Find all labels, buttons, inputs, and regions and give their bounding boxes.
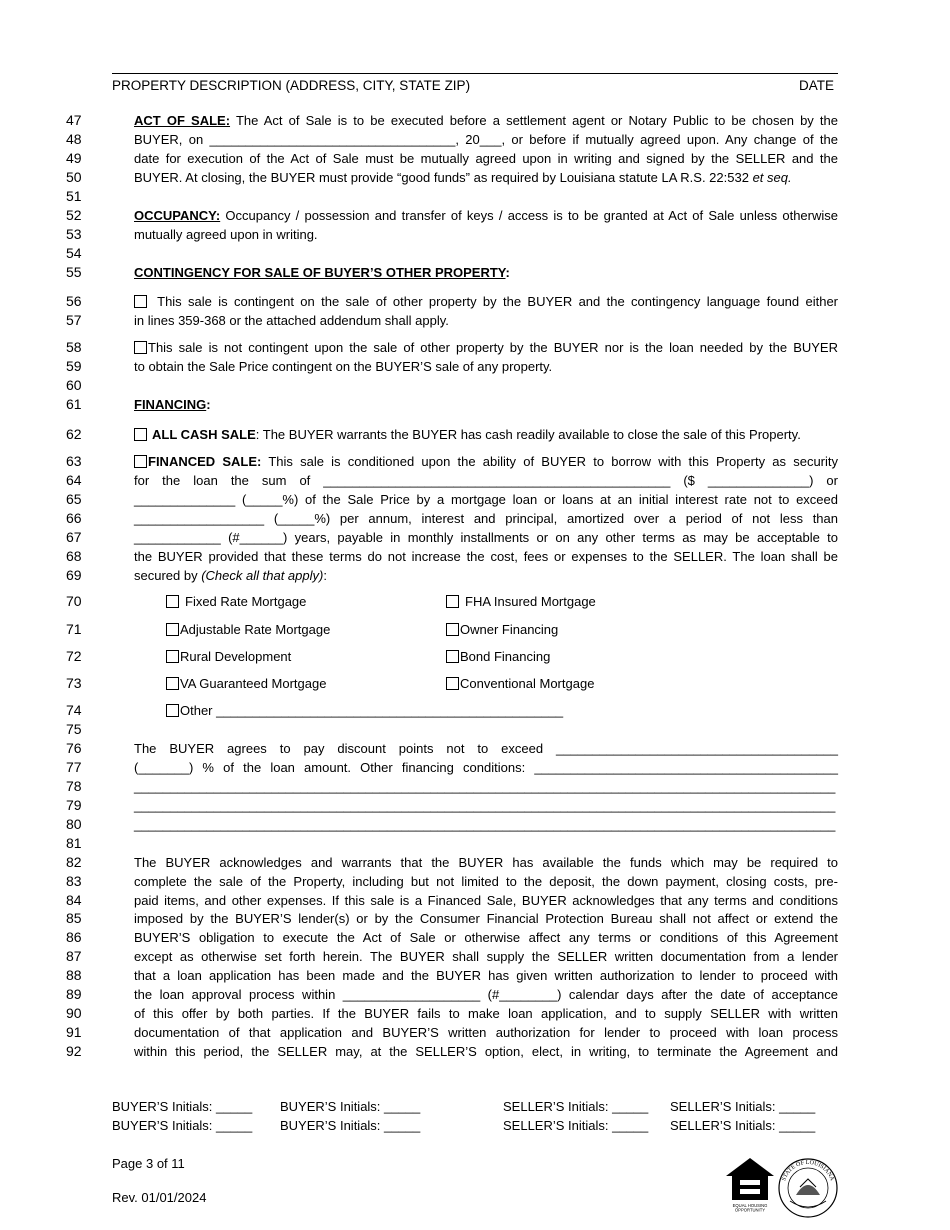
ack-line-87: except as otherwise set forth herein. The BUYER shall supply the SELLER written documentation from a lender bbox=[134, 949, 838, 964]
line-number: 50 bbox=[66, 169, 82, 185]
fha-checkbox[interactable] bbox=[446, 595, 459, 608]
line-number: 70 bbox=[66, 593, 82, 609]
not-contingent-text: This sale is not contingent upon the sale of other property by the BUYER nor is the loan needed by the BUYER bbox=[148, 340, 838, 355]
et-seq: et seq. bbox=[752, 170, 792, 185]
va-checkbox[interactable] bbox=[166, 677, 179, 690]
line-number: 72 bbox=[66, 648, 82, 664]
line-number: 88 bbox=[66, 967, 82, 983]
line-number: 80 bbox=[66, 816, 82, 832]
fha-label: FHA Insured Mortgage bbox=[465, 594, 596, 609]
line-number: 66 bbox=[66, 510, 82, 526]
line-number: 82 bbox=[66, 854, 82, 870]
line-number: 87 bbox=[66, 948, 82, 964]
check-all-note: (Check all that apply) bbox=[201, 568, 324, 583]
conventional-checkbox[interactable] bbox=[446, 677, 459, 690]
line-number: 63 bbox=[66, 453, 82, 469]
fixed-rate-checkbox[interactable] bbox=[166, 595, 179, 608]
secured-by-text: secured by bbox=[134, 568, 198, 583]
svg-text:EQUAL HOUSING: EQUAL HOUSING bbox=[732, 1203, 768, 1208]
financing-heading-line bbox=[134, 397, 838, 412]
act-of-sale-line-47 bbox=[134, 113, 838, 128]
line-number: 71 bbox=[66, 621, 82, 637]
occupancy-heading: OCCUPANCY: bbox=[134, 208, 221, 223]
line-number: 68 bbox=[66, 548, 82, 564]
header-rule bbox=[112, 73, 838, 74]
bond-financing-label: Bond Financing bbox=[460, 649, 551, 664]
line-number: 61 bbox=[66, 396, 82, 412]
va-label: VA Guaranteed Mortgage bbox=[180, 676, 327, 691]
all-cash-sale-label: ALL CASH SALE bbox=[152, 427, 256, 442]
loan-option-rural bbox=[166, 649, 291, 664]
line-number: 65 bbox=[66, 491, 82, 507]
financing-line-68: the BUYER provided that these terms do not increase the cost, fees or expenses to the SELLER. The loan shall be bbox=[134, 549, 838, 564]
line-number: 51 bbox=[66, 188, 82, 204]
act-of-sale-heading: ACT OF SALE: bbox=[134, 113, 231, 128]
act-of-sale-line-49: date for execution of the Act of Sale must be mutually agreed upon in writing and signed by the SELLER and the bbox=[134, 151, 838, 166]
line-number: 48 bbox=[66, 131, 82, 147]
line-number: 55 bbox=[66, 264, 82, 280]
line-number: 49 bbox=[66, 150, 82, 166]
line-number: 67 bbox=[66, 529, 82, 545]
line-number: 89 bbox=[66, 986, 82, 1002]
not-contingent-checkbox[interactable] bbox=[134, 341, 147, 354]
other-label: Other ________________________________________________ bbox=[180, 703, 564, 718]
loan-option-bond bbox=[446, 649, 550, 664]
act-of-sale-line-50-text: BUYER. At closing, the BUYER must provide “good funds” as required by Louisiana statute LA R.S. 22:532 bbox=[134, 170, 749, 185]
bond-financing-checkbox[interactable] bbox=[446, 650, 459, 663]
financing-line-67: ____________ (#______) years, payable in monthly installments or on any other terms as may be acceptable to bbox=[134, 530, 838, 545]
line-number: 83 bbox=[66, 873, 82, 889]
line-number: 52 bbox=[66, 207, 82, 223]
loan-option-fha bbox=[446, 594, 596, 609]
line-number: 56 bbox=[66, 293, 82, 309]
line-number: 73 bbox=[66, 675, 82, 691]
financed-sale-text: This sale is conditioned upon the ability of BUYER to borrow with this Property as security bbox=[268, 454, 839, 469]
buyer-initials-1[interactable]: BUYER’S Initials: _____ bbox=[112, 1099, 253, 1114]
loan-option-conventional bbox=[446, 676, 594, 691]
line-number: 76 bbox=[66, 740, 82, 756]
line-number: 86 bbox=[66, 929, 82, 945]
financing-line-69 bbox=[134, 568, 838, 583]
ack-line-88: that a loan application has been made and the BUYER has given written authorization to lender to proceed with bbox=[134, 968, 838, 983]
ack-line-91: documentation of that application and BUYER’S written authorization for lender to proceed with loan process bbox=[134, 1025, 838, 1040]
line-number: 90 bbox=[66, 1005, 82, 1021]
state-seal-icon bbox=[776, 1157, 840, 1219]
discount-line-80: _________________________________________________________________________________________________ bbox=[134, 817, 836, 832]
seller-initials-4[interactable]: SELLER’S Initials: _____ bbox=[670, 1118, 816, 1133]
buyer-initials-2[interactable]: BUYER’S Initials: _____ bbox=[280, 1099, 421, 1114]
line-number: 62 bbox=[66, 426, 82, 442]
contingency-option-2 bbox=[134, 340, 838, 355]
contingency-line-59: to obtain the Sale Price contingent on the BUYER’S sale of any property. bbox=[134, 359, 553, 374]
financing-line-65: ______________ (_____%) of the Sale Price by a mortgage loan or loans at an initial interest rate not to exceed bbox=[134, 492, 838, 507]
line-number: 91 bbox=[66, 1024, 82, 1040]
ack-line-83: complete the sale of the Property, including but not limited to the deposit, the down payment, closing costs, pre- bbox=[134, 874, 838, 889]
line-number: 84 bbox=[66, 892, 82, 908]
loan-option-other bbox=[166, 703, 563, 718]
buyer-initials-4[interactable]: BUYER’S Initials: _____ bbox=[280, 1118, 421, 1133]
financing-line-66: __________________ (_____%) per annum, interest and principal, amortized over a period of not less than bbox=[134, 511, 838, 526]
discount-line-76: The BUYER agrees to pay discount points not to exceed _______________________________________ bbox=[134, 741, 838, 756]
financing-colon: : bbox=[206, 397, 211, 412]
line-number: 92 bbox=[66, 1043, 82, 1059]
page-number: Page 3 of 11 bbox=[112, 1156, 185, 1171]
discount-line-77: (_______) % of the loan amount. Other financing conditions: __________________________________________ bbox=[134, 760, 838, 775]
contingent-checkbox[interactable] bbox=[134, 295, 147, 308]
all-cash-sale-text: : The BUYER warrants the BUYER has cash readily available to close the sale of this Property. bbox=[255, 427, 801, 442]
adjustable-rate-checkbox[interactable] bbox=[166, 623, 179, 636]
ack-line-90: of this offer by both parties. If the BUYER fails to make loan application, and to supply SELLER with written bbox=[134, 1006, 838, 1021]
buyer-initials-3[interactable]: BUYER’S Initials: _____ bbox=[112, 1118, 253, 1133]
contingency-option-1 bbox=[134, 294, 838, 309]
line-number: 47 bbox=[66, 112, 82, 128]
revision-date: Rev. 01/01/2024 bbox=[112, 1190, 207, 1205]
act-of-sale-text: The Act of Sale is to be executed before a settlement agent or Notary Public to be chosen by the bbox=[235, 113, 838, 128]
conventional-label: Conventional Mortgage bbox=[460, 676, 595, 691]
occupancy-text: Occupancy / possession and transfer of keys / access is to be granted at Act of Sale unless otherwise bbox=[225, 208, 838, 223]
line-number: 79 bbox=[66, 797, 82, 813]
line-number: 69 bbox=[66, 567, 82, 583]
svg-text:OPPORTUNITY: OPPORTUNITY bbox=[734, 1207, 766, 1212]
owner-financing-label: Owner Financing bbox=[460, 622, 559, 637]
ack-line-84: paid items, and other expenses. If this sale is a Financed Sale, BUYER acknowledges that any terms and conditions bbox=[134, 893, 838, 908]
ack-line-85: imposed by the BUYER’S lender(s) or by the Consumer Financial Protection Bureau shall not affect or extend the bbox=[134, 911, 838, 926]
fixed-rate-label: Fixed Rate Mortgage bbox=[185, 594, 307, 609]
ack-line-89: the loan approval process within ___________________ (#________) calendar days after the date of acceptance bbox=[134, 987, 838, 1002]
line-number: 85 bbox=[66, 910, 82, 926]
financed-sale-label: FINANCED SALE: bbox=[148, 454, 262, 469]
line-number: 77 bbox=[66, 759, 82, 775]
seller-initials-3[interactable]: SELLER’S Initials: _____ bbox=[503, 1118, 649, 1133]
line-number: 81 bbox=[66, 835, 82, 851]
other-checkbox[interactable] bbox=[166, 704, 179, 717]
equal-housing-icon bbox=[724, 1156, 776, 1212]
seller-initials-2[interactable]: SELLER’S Initials: _____ bbox=[670, 1099, 816, 1114]
ack-line-86: BUYER’S obligation to execute the Act of Sale or otherwise affect any terms or conditions of this Agreement bbox=[134, 930, 838, 945]
ack-line-82: The BUYER acknowledges and warrants that the BUYER has available the funds which may be required to bbox=[134, 855, 838, 870]
svg-text:STATE OF LOUISIANA: STATE OF LOUISIANA bbox=[781, 1159, 835, 1182]
equal-housing-logo bbox=[724, 1156, 776, 1215]
act-of-sale-line-50 bbox=[134, 170, 838, 185]
line-number: 74 bbox=[66, 702, 82, 718]
date-label: DATE bbox=[799, 78, 835, 93]
all-cash-sale-line bbox=[134, 427, 838, 442]
occupancy-line-53: mutually agreed upon in writing. bbox=[134, 227, 318, 242]
loan-option-fixed bbox=[166, 594, 306, 609]
loan-option-va bbox=[166, 676, 326, 691]
line-number: 59 bbox=[66, 358, 82, 374]
discount-line-78: _________________________________________________________________________________________________ bbox=[134, 779, 836, 794]
line-number: 75 bbox=[66, 721, 82, 737]
contingency-line-57: in lines 359-368 or the attached addendum shall apply. bbox=[134, 313, 449, 328]
act-of-sale-line-48: BUYER, on __________________________________, 20___, or before if mutually agreed upon. Any change of the bbox=[134, 132, 838, 147]
financed-sale-line bbox=[134, 454, 838, 469]
line-number: 78 bbox=[66, 778, 82, 794]
seller-initials-1[interactable]: SELLER’S Initials: _____ bbox=[503, 1099, 649, 1114]
loan-option-adjustable bbox=[166, 622, 330, 637]
property-description-label: PROPERTY DESCRIPTION (ADDRESS, CITY, STATE ZIP) bbox=[112, 78, 471, 93]
louisiana-seal-logo bbox=[776, 1157, 840, 1222]
contingency-colon: : bbox=[505, 265, 510, 280]
secured-by-colon: : bbox=[323, 568, 327, 583]
financing-line-64: for the loan the sum of ________________________________________________ ($ ______________) or bbox=[134, 473, 838, 488]
line-number: 58 bbox=[66, 339, 82, 355]
financing-heading: FINANCING bbox=[134, 397, 207, 412]
loan-option-owner bbox=[446, 622, 558, 637]
financed-sale-checkbox[interactable] bbox=[134, 455, 147, 468]
rural-development-checkbox[interactable] bbox=[166, 650, 179, 663]
line-number: 57 bbox=[66, 312, 82, 328]
contingent-text: This sale is contingent on the sale of other property by the BUYER and the contingency language found either bbox=[157, 294, 838, 309]
owner-financing-checkbox[interactable] bbox=[446, 623, 459, 636]
occupancy-line-52 bbox=[134, 208, 838, 223]
contingency-heading: CONTINGENCY FOR SALE OF BUYER’S OTHER PROPERTY bbox=[134, 265, 506, 280]
adjustable-rate-label: Adjustable Rate Mortgage bbox=[180, 622, 331, 637]
line-number: 60 bbox=[66, 377, 82, 393]
ack-line-92: within this period, the SELLER may, at the SELLER’S option, elect, in writing, to terminate the Agreement and bbox=[134, 1044, 838, 1059]
line-number: 54 bbox=[66, 245, 82, 261]
line-number: 53 bbox=[66, 226, 82, 242]
all-cash-sale-checkbox[interactable] bbox=[134, 428, 147, 441]
discount-line-79: _________________________________________________________________________________________________ bbox=[134, 798, 836, 813]
line-number: 64 bbox=[66, 472, 82, 488]
contingency-heading-line bbox=[134, 265, 838, 280]
rural-development-label: Rural Development bbox=[180, 649, 292, 664]
